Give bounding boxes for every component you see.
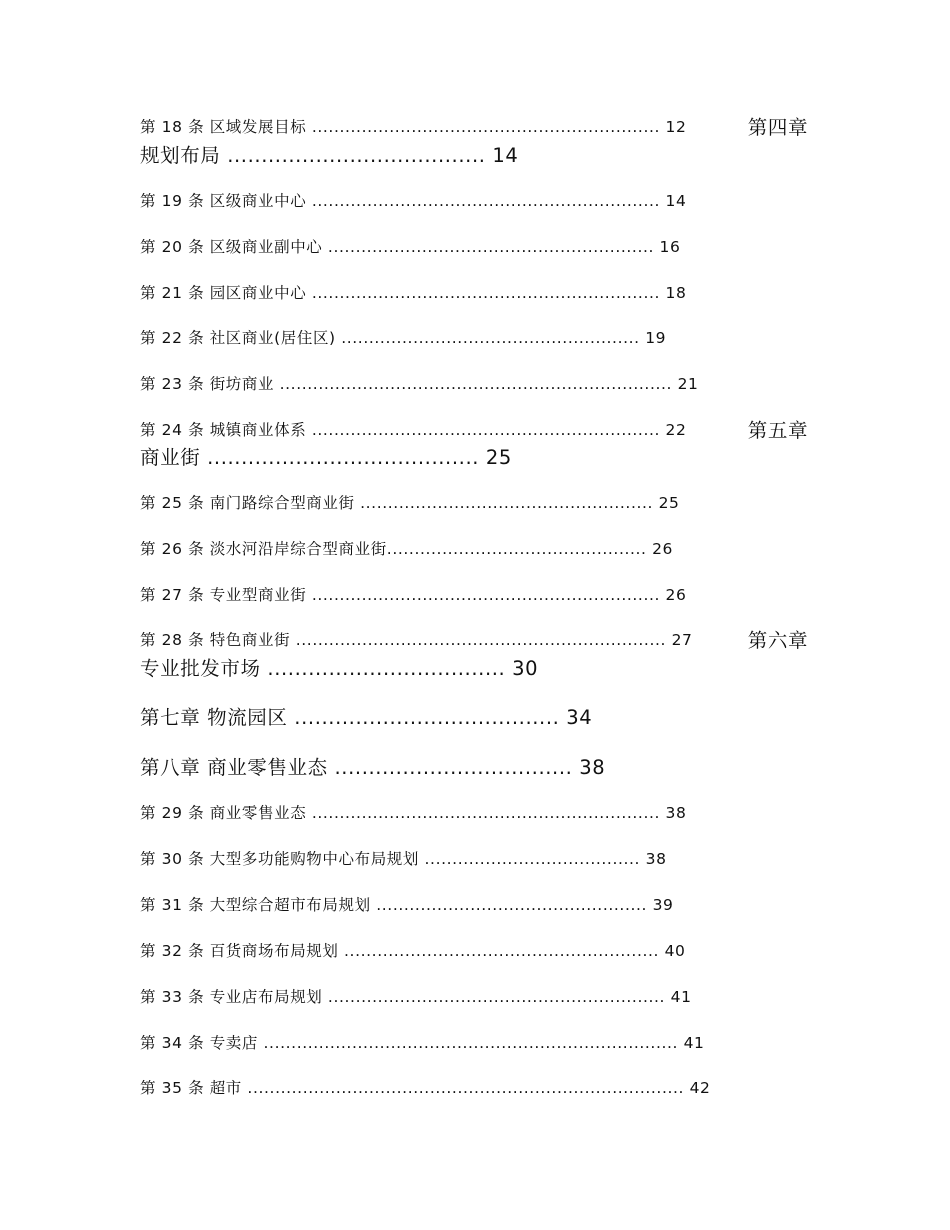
- toc-chapter-7: 第七章 物流园区 ....................................... 34: [140, 706, 593, 729]
- toc-entry-32: 第 32 条 百货商场布局规划 ......................................................... 40: [140, 942, 686, 960]
- toc-entry-30: 第 30 条 大型多功能购物中心布局规划 ....................................... 38: [140, 850, 667, 868]
- toc-entry-31: 第 31 条 大型综合超市布局规划 ................................................. 39: [140, 896, 674, 914]
- toc-chapter-5-part2: 商业街 ........................................ 25: [140, 446, 512, 469]
- toc-entry-21: 第 21 条 园区商业中心 ............................................................... 18: [140, 284, 687, 302]
- toc-entry-33: 第 33 条 专业店布局规划 ............................................................. 41: [140, 988, 692, 1006]
- toc-entry-22: 第 22 条 社区商业(居住区) ...................................................... 19: [140, 329, 667, 347]
- toc-chapter-8: 第八章 商业零售业态 ................................... 38: [140, 756, 606, 779]
- toc-entry-19: 第 19 条 区级商业中心 ............................................................... 14: [140, 192, 687, 210]
- toc-entry-28: 第 28 条 特色商业街 ................................................................... 27: [140, 631, 693, 649]
- toc-chapter-6-part1: 第六章: [741, 629, 809, 652]
- toc-chapter-6-part2: 专业批发市场 ................................... 30: [140, 657, 539, 680]
- toc-chapter-4-part2: 规划布局 ...................................... 14: [140, 144, 519, 167]
- toc-entry-18: 第 18 条 区域发展目标 ............................................................... 12: [140, 118, 687, 136]
- toc-entry-20: 第 20 条 区级商业副中心 ........................................................... 16: [140, 238, 681, 256]
- toc-entry-26: 第 26 条 淡水河沿岸综合型商业街............................................... 26: [140, 540, 674, 558]
- toc-entry-25: 第 25 条 南门路综合型商业街 ..................................................... 25: [140, 494, 680, 512]
- toc-entry-35: 第 35 条 超市 ............................................................................... 42: [140, 1079, 711, 1097]
- toc-chapter-4-part1: 第四章: [741, 116, 809, 139]
- toc-entry-23: 第 23 条 街坊商业 ....................................................................... 21: [140, 375, 699, 393]
- toc-entry-27: 第 27 条 专业型商业街 ............................................................... 26: [140, 586, 687, 604]
- toc-entry-29: 第 29 条 商业零售业态 ............................................................... 38: [140, 804, 687, 822]
- toc-chapter-5-part1: 第五章: [741, 419, 809, 442]
- toc-entry-24: 第 24 条 城镇商业体系 ............................................................... 22: [140, 421, 687, 439]
- toc-entry-34: 第 34 条 专卖店 ........................................................................... 41: [140, 1034, 705, 1052]
